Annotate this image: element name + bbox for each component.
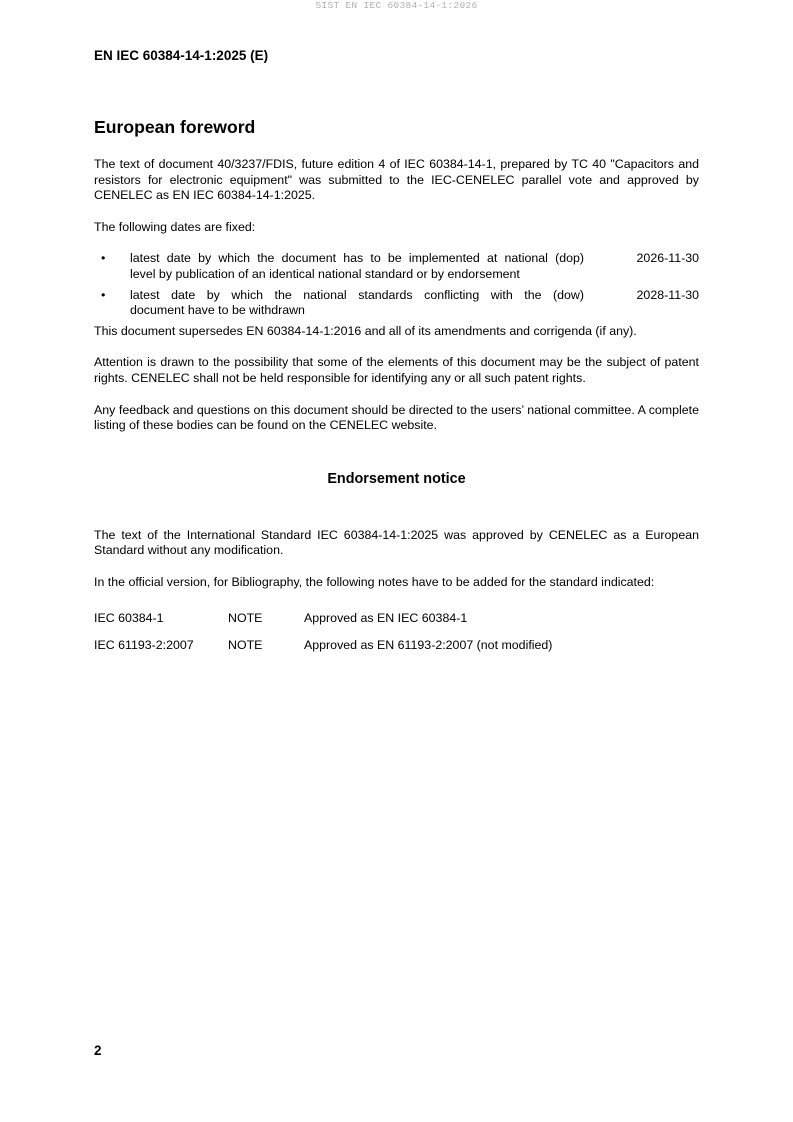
page-content — [94, 116, 699, 666]
endorsement-title: Endorsement notice — [327, 470, 466, 487]
supersedes-paragraph: This document supersedes EN 60384-14-1:2016 and all of its amendments and corrigenda (if any). — [94, 323, 637, 338]
date-row-dow — [94, 288, 699, 319]
patent-paragraph: Attention is drawn to the possibility that some of the elements of this document may be the subject of patent rights. CENELEC shall not be held responsible for identifying any or all such patent rights. — [94, 355, 699, 385]
feedback-paragraph: Any feedback and questions on this document should be directed to the users’ national committee. A complete listing of these bodies can be found on the CENELEC website. — [94, 402, 699, 433]
page-number: 2 — [94, 1043, 102, 1058]
date-description-line1: latest date by which the document has to be implemented at national (dop) — [130, 251, 584, 266]
dates-list — [94, 251, 699, 318]
date-description-line2: document have to be withdrawn — [130, 303, 305, 318]
bibliography-note-text: Approved as EN IEC 60384-1 — [304, 610, 468, 625]
bibliography-list — [94, 611, 699, 654]
date-description-line1: latest date by which the national standards conflicting with the (dow) — [130, 287, 584, 302]
endorsement-paragraph: The text of the International Standard IEC 60384-14-1:2025 was approved by CENELEC as a European Standard without any modification. — [94, 527, 699, 558]
bibliography-note-label: NOTE — [228, 610, 263, 625]
bibliography-intro: In the official version, for Bibliography, the following notes have to be added for the standard indicated: — [94, 574, 655, 589]
bibliography-row — [94, 611, 699, 627]
bullet-icon: • — [101, 251, 106, 266]
watermark: SIST EN IEC 60384-14-1:2026 — [315, 0, 478, 11]
date-value: 2028-11-30 — [636, 287, 699, 302]
date-description — [130, 251, 584, 282]
date-row-dop — [94, 251, 699, 282]
document-id: EN IEC 60384-14-1:2025 (E) — [94, 48, 269, 63]
dates-intro: The following dates are fixed: — [94, 219, 256, 234]
date-value: 2026-11-30 — [636, 251, 699, 266]
bullet-icon: • — [101, 287, 106, 302]
bibliography-note-label: NOTE — [228, 638, 263, 653]
foreword-title: European foreword — [94, 117, 256, 137]
bibliography-note-text: Approved as EN 61193-2:2007 (not modified) — [304, 638, 553, 653]
bibliography-row — [94, 638, 699, 654]
date-description — [130, 288, 584, 319]
date-description-line2: level by publication of an identical national standard or by endorsement — [130, 266, 520, 281]
bibliography-ref: IEC 61193-2:2007 — [94, 638, 194, 653]
bibliography-ref: IEC 60384-1 — [94, 610, 164, 625]
foreword-paragraph: The text of document 40/3237/FDIS, future edition 4 of IEC 60384-14-1, prepared by TC 40 "Capacitors and resistors for electronic equipment" was submitted to the IEC-CENELEC parallel vote and approved by CENELEC as EN IEC 60384-14-1:2025. — [94, 157, 699, 203]
